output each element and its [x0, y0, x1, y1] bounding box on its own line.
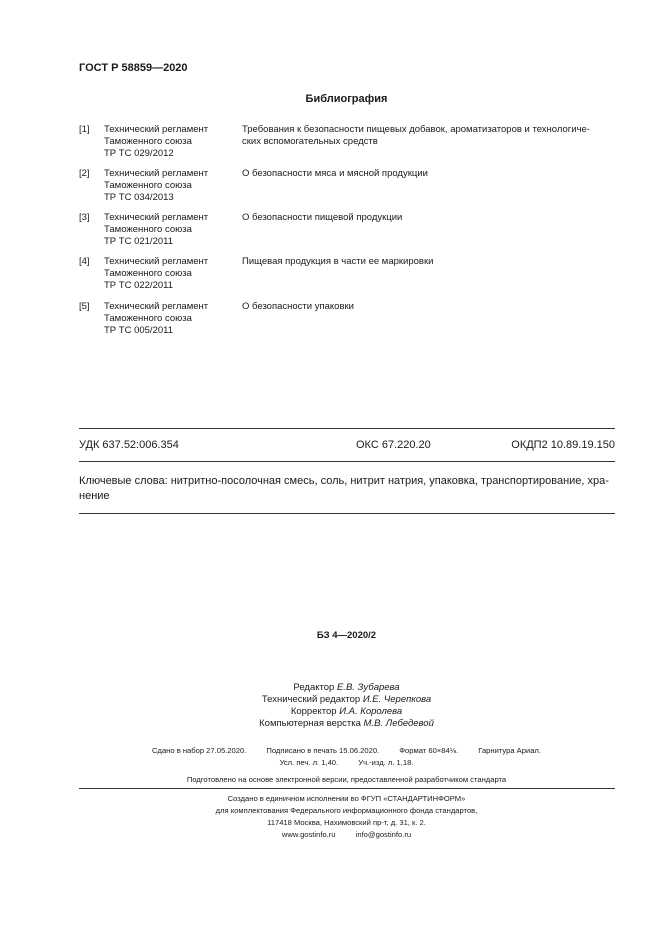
credit-name: И.А. Королева [339, 706, 403, 717]
title-line: О безопасности мяса и мясной продукции [242, 168, 428, 179]
keywords-line: нение [79, 490, 110, 502]
source-line: Технический регламент [104, 124, 209, 135]
source-line: ТР ТС 005/2011 [104, 325, 174, 336]
credit-label: Редактор [293, 682, 335, 693]
credit-label: Технический редактор [261, 694, 361, 705]
source-line: Таможенного союза [104, 313, 192, 324]
bibliography-source [104, 212, 244, 248]
section-title-bibliography: Библиография [305, 93, 388, 105]
document-code: ГОСТ Р 58859—2020 [79, 62, 188, 74]
source-line: Технический регламент [104, 212, 209, 223]
publisher-line: Создано в единичном исполнении во ФГУП «СТАНДАРТИНФОРМ» [227, 794, 466, 803]
credit-name: М.В. Лебедевой [363, 718, 434, 729]
bibliography-number: [1] [79, 124, 90, 135]
divider-top [79, 428, 615, 429]
divider-bottom [79, 513, 615, 514]
publisher-line: для комплектования Федерального информационного фонда стандартов, [215, 806, 478, 815]
publication-row-1 [0, 746, 661, 755]
credit-corrector [0, 706, 661, 717]
paper-format: Формат 60×84⅛. [399, 746, 459, 755]
source-line: ТР ТС 029/2012 [104, 148, 174, 159]
pub-sheets: Уч.-изд. л. 1,18. [358, 758, 414, 767]
publisher-contacts [0, 830, 661, 839]
source-line: Технический регламент [104, 168, 209, 179]
bibliography-entry-2 [79, 168, 615, 204]
divider-middle [79, 461, 615, 462]
publisher-address: 117418 Москва, Нахимовский пр-т, д. 31, к. 2. [267, 818, 426, 827]
bibliography-title [242, 212, 615, 224]
bibliography-number: [4] [79, 256, 90, 267]
bibliography-source [104, 256, 244, 292]
credit-label: Компьютерная верстка [259, 718, 361, 729]
source-line: ТР ТС 022/2011 [104, 280, 174, 291]
prepared-note: Подготовлено на основе электронной версии, предоставленной разработчиком стандарта [186, 775, 507, 784]
website-link[interactable]: www.gostinfo.ru [281, 830, 336, 839]
bibliography-title [242, 256, 615, 268]
oks-code: ОКС 67.220.20 [356, 439, 431, 451]
bibliography-source [104, 301, 244, 337]
source-line: Таможенного союза [104, 268, 192, 279]
bibliography-title [242, 124, 615, 148]
source-line: Таможенного союза [104, 224, 192, 235]
email-link[interactable]: info@gostinfo.ru [355, 830, 412, 839]
credit-layout [0, 718, 661, 729]
credit-name: Е.В. Зубарева [336, 682, 400, 693]
classification-row [79, 439, 615, 453]
bibliography-entry-1 [79, 124, 615, 160]
publication-row-2 [0, 758, 661, 767]
typeface: Гарнитура Ариал. [478, 746, 541, 755]
credit-name: И.Е. Черепкова [362, 694, 432, 705]
divider-imprint [79, 788, 615, 789]
title-line: Пищевая продукция в части ее маркировки [242, 256, 434, 267]
sign-date: Подписано в печать 15.06.2020. [266, 746, 380, 755]
title-line: ских вспомогательных средств [242, 136, 378, 147]
keywords [79, 474, 615, 504]
title-line: О безопасности пищевой продукции [242, 212, 403, 223]
source-line: Технический регламент [104, 301, 209, 312]
source-line: Таможенного союза [104, 180, 192, 191]
bibliography-number: [3] [79, 212, 90, 223]
bibliography-number: [5] [79, 301, 90, 312]
bz-number: БЗ 4—2020/2 [316, 630, 377, 641]
print-sheets: Усл. печ. л. 1,40. [279, 758, 339, 767]
bibliography-source [104, 124, 244, 160]
bibliography-title [242, 301, 615, 313]
keywords-line: Ключевые слова: нитритно-посолочная смесь, соль, нитрит натрия, упаковка, транспортирование, хра- [79, 475, 609, 487]
set-date: Сдано в набор 27.05.2020. [152, 746, 247, 755]
title-line: О безопасности упаковки [242, 301, 354, 312]
bibliography-source [104, 168, 244, 204]
bibliography-entry-5 [79, 301, 615, 337]
source-line: ТР ТС 021/2011 [104, 236, 174, 247]
bibliography-title [242, 168, 615, 180]
source-line: Таможенного союза [104, 136, 192, 147]
credit-editor [0, 682, 661, 693]
udk-code: УДК 637.52:006.354 [79, 439, 179, 451]
okdp-code: ОКДП2 10.89.19.150 [511, 439, 615, 451]
bibliography-entry-4 [79, 256, 615, 292]
source-line: ТР ТС 034/2013 [104, 192, 174, 203]
title-line: Требования к безопасности пищевых добавок, ароматизаторов и технологиче- [242, 124, 590, 135]
bibliography-number: [2] [79, 168, 90, 179]
bibliography-entry-3 [79, 212, 615, 248]
source-line: Технический регламент [104, 256, 209, 267]
credit-label: Корректор [290, 706, 337, 717]
credit-tech-editor [0, 694, 661, 705]
